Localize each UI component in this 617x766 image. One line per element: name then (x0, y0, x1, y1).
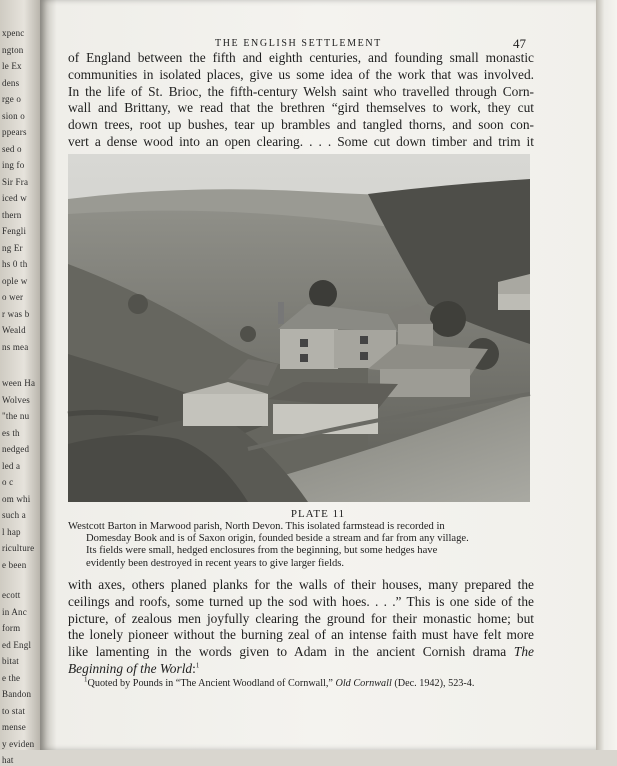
body-text-top (68, 50, 534, 151)
facing-page-text: om whi (2, 493, 31, 504)
facing-page-text: to stat (2, 705, 26, 716)
plate-title: PLATE 11 (290, 508, 346, 520)
plate-caption (68, 521, 528, 570)
facing-page-text: ople w (2, 275, 28, 286)
text-line: of England between the fifth and eighth centuries, and founding small monastic (68, 50, 534, 65)
facing-page-text: ing fo (2, 160, 25, 170)
facing-page-text: "the nu (2, 411, 30, 421)
facing-page-text: hat (2, 755, 14, 765)
facing-page-text: y eviden (2, 738, 35, 749)
footnote-source: Old Cornwall (335, 678, 392, 689)
text-line: with axes, others planed planks for the walls of their houses, many prepared the (68, 577, 534, 592)
facing-page-text: ween Ha (2, 378, 36, 388)
facing-page-text: ppears (2, 127, 27, 137)
footnote-text-end: (Dec. 1942), 523-4. (391, 678, 475, 689)
text-line: the lonely pioneer without the burning zeal of an intense faith must have felt more (68, 627, 534, 643)
facing-page-text: led a (2, 460, 21, 471)
facing-page-text: es th (2, 427, 20, 438)
caption-line: Domesday Book and is of Saxon origin, founded beside a stream and far from any village. (86, 533, 469, 545)
caption-line: evidently been destroyed in recent years to give larger fields. (86, 557, 345, 569)
drama-title-part: Beginning of the World (68, 660, 193, 676)
book-page (40, 0, 596, 750)
caption-line: Its fields were small, hedged enclosures from the beginning, but some hedges have (86, 545, 438, 557)
facing-page-text: e been (2, 559, 27, 570)
footnote (84, 675, 534, 689)
drama-title-part: The (513, 644, 534, 660)
footnote-marker: 1 (84, 675, 88, 684)
facing-page-text: hs 0 th (2, 259, 28, 269)
body-text-bottom (68, 577, 534, 678)
facing-page-text: iced w (2, 193, 27, 203)
text-line (68, 661, 534, 678)
facing-page-text: ecott (2, 590, 21, 600)
caption-line: Westcott Barton in Marwood parish, North Devon. This isolated farmstead is recorded in (68, 521, 445, 532)
facing-page-text: dens (2, 77, 20, 88)
page-number: 47 (513, 36, 526, 51)
facing-page-text: ngton (2, 44, 24, 55)
facing-page-text: ed Engl (2, 639, 32, 650)
plate-photograph (68, 154, 530, 502)
text-fragment: : (192, 660, 196, 676)
facing-page-text: sion o (2, 110, 25, 121)
facing-page-text: Fengli (2, 226, 27, 236)
facing-page-text: l hap (2, 526, 21, 537)
text-fragment: like lamenting in the words given to Adam in the ancient Cornish drama (68, 644, 507, 660)
facing-page-text: ng Er (2, 242, 23, 253)
facing-page-text: bitat (2, 656, 19, 666)
running-head: THE ENGLISH SETTLEMENT (215, 38, 382, 49)
facing-page-text: o c (2, 477, 14, 487)
text-line: vert a dense wood into an open clearing. . . . Some cut down timber and trim it (68, 133, 534, 149)
text-line: ceilings and roofs, some turned up the sod with hoes. . . .” This is one side of the (68, 593, 534, 609)
footnote-text: Quoted by Pounds in “The Ancient Woodland of Cornwall,” (87, 678, 336, 689)
facing-page-text: sed o (2, 143, 22, 154)
text-line: picture, of zealous men joyfully clearing the ground for their monastic home; but (68, 610, 534, 626)
text-line: down trees, root up bushes, tear up brambles and tangled thorns, and soon con- (68, 117, 534, 133)
text-line: wall and Brittany, we read that the brethren “gird themselves to work, they cut (68, 100, 534, 116)
facing-page-text: Sir Fra (2, 176, 29, 187)
background-right (596, 0, 617, 750)
facing-page-text: such a (2, 510, 26, 520)
facing-page-text: form (2, 623, 21, 633)
facing-page-text: riculture (2, 543, 35, 553)
facing-page-text: rge o (2, 94, 22, 104)
facing-page-text: ns mea (2, 341, 29, 352)
footnote-ref: 1 (195, 661, 200, 670)
facing-page-edge (0, 0, 40, 765)
facing-page-text: le Ex (2, 61, 22, 71)
facing-page-text: o wer (2, 292, 24, 302)
facing-page-text: mense (2, 722, 26, 732)
facing-page-text: r was b (2, 308, 30, 319)
text-line (68, 644, 534, 661)
facing-page-text: nedged (2, 444, 30, 454)
facing-page-text: e the (2, 672, 21, 683)
facing-page-text: Weald (2, 325, 26, 335)
text-line: In the life of St. Brioc, the fifth-century Welsh saint who travelled through Corn- (68, 83, 534, 99)
facing-page-text: thern (2, 209, 22, 220)
facing-page-text: Bandon (2, 689, 32, 699)
facing-page-text: Wolves (2, 394, 30, 405)
facing-page-text: xpenc (2, 28, 25, 38)
facing-page-text: in Anc (2, 606, 27, 617)
text-line: communities in isolated places, give us some idea of the work that was involved. (68, 66, 534, 82)
